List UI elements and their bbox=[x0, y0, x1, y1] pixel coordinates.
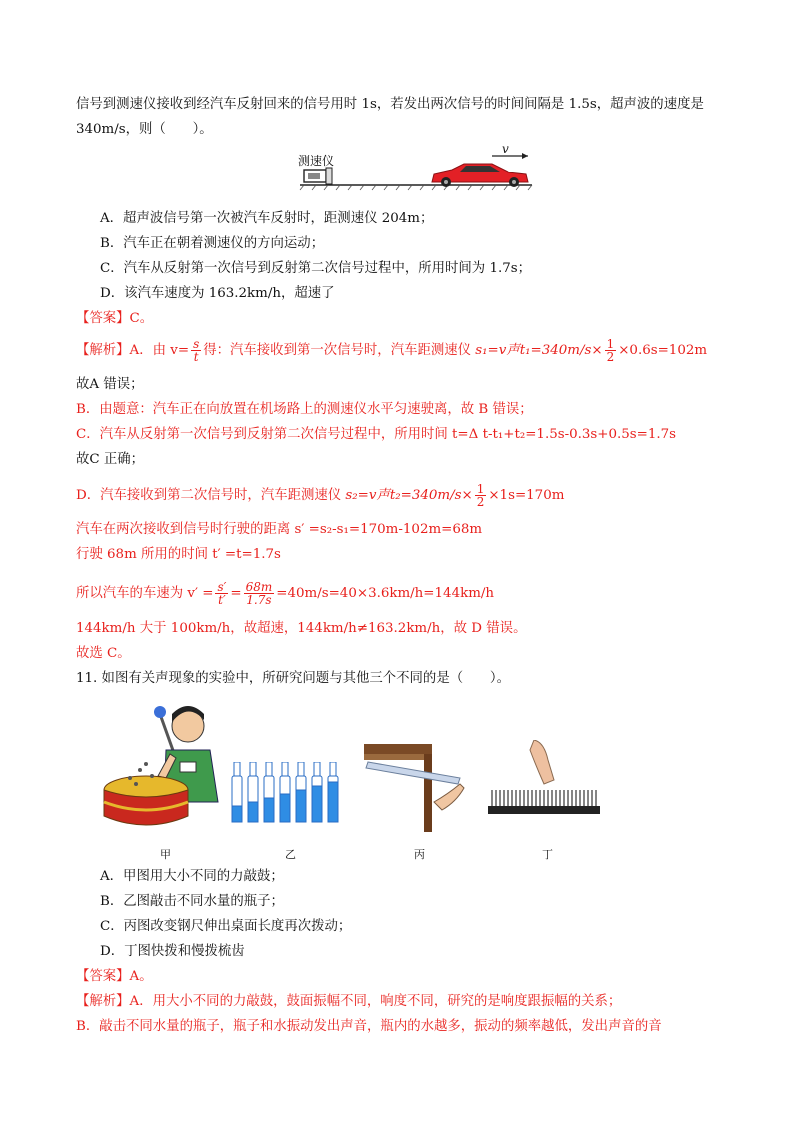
q11-option-b: B．乙图敲击不同水量的瓶子； bbox=[100, 894, 284, 909]
speed-meter-figure bbox=[296, 142, 536, 192]
analysis-d-formula: s₂=v声t₂=340m/s× bbox=[341, 488, 473, 503]
frac-den: 1.7s bbox=[244, 593, 275, 606]
analysis-a-tail: ×0.6s=102m bbox=[618, 343, 708, 358]
q11-answer: 【答案】A。 bbox=[76, 969, 153, 984]
q11-option-d: D．丁图快拨和慢拨梳齿 bbox=[100, 944, 245, 959]
ruler-table-figure bbox=[364, 744, 476, 834]
q10-option-b: B．汽车正在朝着测速仪的方向运动； bbox=[100, 236, 325, 251]
speed-meter-label: 测速仪 bbox=[298, 154, 335, 168]
q10-analysis-a-conclusion: 故A 错误； bbox=[76, 377, 144, 392]
q10-analysis-a bbox=[76, 338, 707, 363]
analysis-d-tail: ×1s=170m bbox=[488, 488, 565, 503]
frac-num: s bbox=[193, 337, 200, 351]
analysis-a-mid: 得：汽车接收到第一次信号时，汽车距测速仪 bbox=[203, 343, 472, 358]
q10-analysis-d bbox=[76, 483, 564, 508]
q10-analysis-speed bbox=[76, 581, 494, 606]
speed-tail: =40m/s=40×3.6km/h=144km/h bbox=[276, 586, 495, 601]
q11-option-a: A．甲图用大小不同的力敲鼓； bbox=[100, 869, 284, 884]
analysis-a-formula: s₁=v声t₁=340m/s× bbox=[471, 343, 603, 358]
q11-option-c: C．丙图改变钢尺伸出桌面长度再次拨动； bbox=[100, 919, 352, 934]
frac-den: t′ bbox=[215, 593, 228, 606]
q11-stem: 11. 如图有关声现象的实验中，所研究问题与其他三个不同的是（ ）。 bbox=[76, 671, 510, 686]
velocity-label: v bbox=[502, 142, 509, 156]
q10-analysis-c-conclusion: 故C 正确； bbox=[76, 452, 145, 467]
q10-analysis-compare: 144km/h 大于 100km/h，故超速，144km/h≠163.2km/h，故 D 错误。 bbox=[76, 621, 527, 636]
frac-num: 68m bbox=[245, 580, 273, 594]
q10-answer: 【答案】C。 bbox=[76, 311, 154, 326]
caption-jia: 甲 bbox=[160, 848, 171, 861]
fraction-half bbox=[605, 338, 617, 363]
q10-analysis-distance: 汽车在两次接收到信号时行驶的距离 s′ =s₂-s₁=170m-102m=68m bbox=[76, 522, 483, 537]
q11-analysis-a: 【解析】A．用大小不同的力敲鼓，鼓面振幅不同，响度不同，研究的是响度跟振幅的关系； bbox=[76, 994, 622, 1009]
q10-analysis-c: C．汽车从反射第一次信号到反射第二次信号过程中，所用时间 t=Δ t-t₁+t₂=1.5s-0.3s+0.5s=1.7s bbox=[76, 427, 677, 442]
analysis-a-prefix: 【解析】A．由 v= bbox=[76, 343, 190, 358]
frac-num: 1 bbox=[606, 337, 615, 351]
q10-analysis-time: 行驶 68m 所用的时间 t′ =t=1.7s bbox=[76, 547, 281, 562]
analysis-d-prefix: D．汽车接收到第二次信号时，汽车距测速仪 bbox=[76, 488, 342, 503]
frac-den: 2 bbox=[606, 350, 615, 364]
q10-option-d: D．该汽车速度为 163.2km/h，超速了 bbox=[100, 286, 335, 301]
comb-figure bbox=[486, 740, 604, 832]
frac-den: 2 bbox=[476, 495, 485, 509]
fraction-s-prime-over-t-prime bbox=[215, 581, 228, 606]
bottles-figure bbox=[228, 762, 358, 826]
speed-eq: = bbox=[230, 586, 242, 601]
q10-analysis-choose: 故选 C。 bbox=[76, 646, 131, 661]
caption-ding: 丁 bbox=[542, 848, 553, 861]
fraction-half bbox=[475, 483, 487, 508]
frac-num: s′ bbox=[217, 580, 227, 594]
q10-analysis-b: B．由题意：汽车正在向放置在机场路上的测速仪水平匀速驶离，故 B 错误； bbox=[76, 402, 533, 417]
q11-analysis-b: B．敲击不同水量的瓶子，瓶子和水振动发出声音，瓶内的水越多，振动的频率越低，发出声音的音 bbox=[76, 1019, 662, 1034]
q10-stem-line1: 信号到测速仪接收到经汽车反射回来的信号用时 1s，若发出两次信号的时间间隔是 1.5s，超声波的速度是 bbox=[76, 97, 704, 112]
fraction-68-over-1-7 bbox=[244, 581, 275, 606]
car-road-drawing bbox=[296, 146, 536, 192]
caption-yi: 乙 bbox=[285, 848, 296, 861]
frac-den: t bbox=[191, 350, 201, 363]
fraction-s-over-t bbox=[191, 338, 201, 363]
caption-bing: 丙 bbox=[414, 848, 425, 861]
drum-boy-figure bbox=[100, 698, 230, 832]
speed-prefix: 所以汽车的车速为 v′ = bbox=[76, 586, 214, 601]
q10-option-c: C．汽车从反射第一次信号到反射第二次信号过程中，所用时间为 1.7s； bbox=[100, 261, 531, 276]
frac-num: 1 bbox=[476, 482, 485, 496]
q10-option-a: A．超声波信号第一次被汽车反射时，距测速仪 204m； bbox=[100, 211, 434, 226]
q10-stem-line2: 340m/s，则（ ）。 bbox=[76, 122, 213, 137]
